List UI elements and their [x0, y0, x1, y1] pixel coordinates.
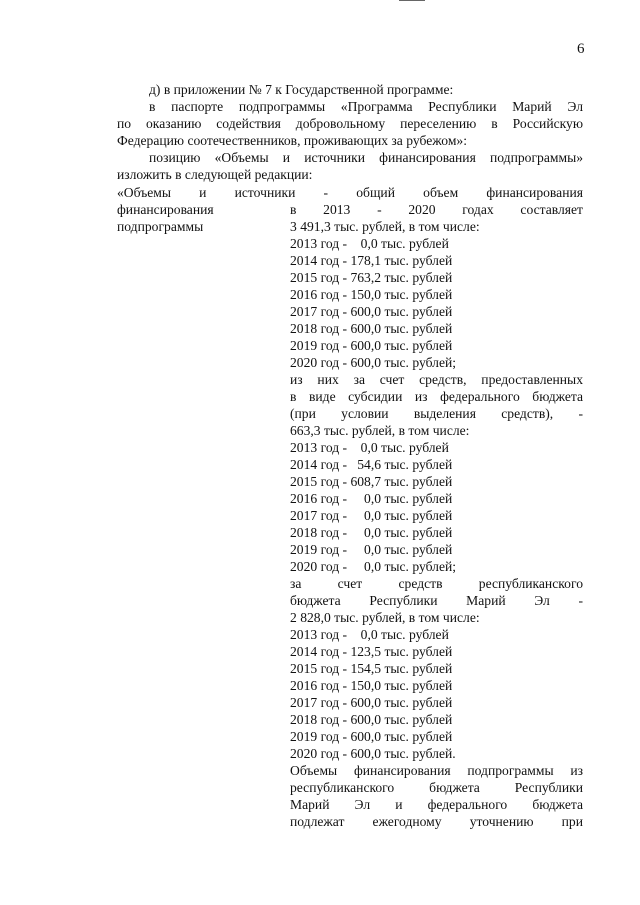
republic-year-line: 2014 год - 123,5 тыс. рублей: [290, 644, 453, 659]
total-intro-line: в 2013 - 2020 годах составляет: [290, 202, 583, 217]
note-line: Объемы финансирования подпрограммы из: [290, 763, 583, 778]
federal-year-line: 2013 год - 0,0 тыс. рублей: [290, 440, 449, 455]
intro-text: [117, 81, 583, 183]
republic-year-line: 2013 год - 0,0 тыс. рублей: [290, 627, 449, 642]
total-year-line: 2015 год - 763,2 тыс. рублей: [290, 270, 453, 285]
total-intro-line: 3 491,3 тыс. рублей, в том числе:: [290, 219, 480, 234]
page-number: 6: [577, 41, 585, 57]
federal-intro-line: в виде субсидии из федерального бюджета: [290, 389, 583, 404]
total-year-line: 2017 год - 600,0 тыс. рублей: [290, 304, 453, 319]
total-year-line: 2020 год - 600,0 тыс. рублей;: [290, 355, 457, 370]
passport-line: в паспорте подпрограммы «Программа Республики Марий Эл: [149, 99, 583, 114]
left-label-line: подпрограммы: [117, 219, 204, 234]
federal-year-line: 2016 год - 0,0 тыс. рублей: [290, 491, 453, 506]
federal-year-line: 2014 год - 54,6 тыс. рублей: [290, 457, 453, 472]
republic-year-line: 2018 год - 600,0 тыс. рублей: [290, 712, 453, 727]
note-line: республиканского бюджета Республики: [290, 780, 583, 795]
left-label-line: финансирования: [117, 202, 214, 217]
republic-year-line: 2015 год - 154,5 тыс. рублей: [290, 661, 453, 676]
republic-intro-line: за счет средств республиканского: [290, 576, 583, 591]
republic-year-line: 2020 год - 600,0 тыс. рублей.: [290, 746, 456, 761]
republic-intro-line: бюджета Республики Марий Эл -: [290, 593, 583, 608]
table-right-column: [290, 201, 583, 830]
federal-year-line: 2020 год - 0,0 тыс. рублей;: [290, 559, 457, 574]
edition-line: изложить в следующей редакции:: [117, 167, 313, 182]
republic-year-line: 2019 год - 600,0 тыс. рублей: [290, 729, 453, 744]
passport-line: по оказанию содействия добровольному переселению в Российскую: [117, 116, 583, 131]
federal-intro-line: (при условии выделения средств), -: [290, 406, 583, 421]
total-year-line: 2016 год - 150,0 тыс. рублей: [290, 287, 453, 302]
note-line: подлежат ежегодному уточнению при: [290, 814, 583, 829]
amendment-item: д) в приложении № 7 к Государственной программе:: [149, 82, 454, 97]
top-rule: [399, 0, 425, 1]
passport-line: Федерацию соотечественников, проживающих за рубежом»:: [117, 133, 468, 148]
federal-year-line: 2017 год - 0,0 тыс. рублей: [290, 508, 453, 523]
republic-intro-line: 2 828,0 тыс. рублей, в том числе:: [290, 610, 480, 625]
note-line: Марий Эл и федерального бюджета: [290, 797, 583, 812]
position-line: позицию «Объемы и источники финансирования подпрограммы»: [149, 150, 583, 165]
republic-year-line: 2017 год - 600,0 тыс. рублей: [290, 695, 453, 710]
republic-year-line: 2016 год - 150,0 тыс. рублей: [290, 678, 453, 693]
federal-year-line: 2019 год - 0,0 тыс. рублей: [290, 542, 453, 557]
federal-year-line: 2018 год - 0,0 тыс. рублей: [290, 525, 453, 540]
federal-intro-line: из них за счет средств, предоставленных: [290, 372, 583, 387]
federal-year-line: 2015 год - 608,7 тыс. рублей: [290, 474, 453, 489]
total-year-line: 2018 год - 600,0 тыс. рублей: [290, 321, 453, 336]
total-year-line: 2013 год - 0,0 тыс. рублей: [290, 236, 449, 251]
table-first-line: «Объемы и источники - общий объем финансирования: [117, 185, 583, 200]
total-year-line: 2014 год - 178,1 тыс. рублей: [290, 253, 453, 268]
federal-intro-line: 663,3 тыс. рублей, в том числе:: [290, 423, 470, 438]
total-year-line: 2019 год - 600,0 тыс. рублей: [290, 338, 453, 353]
table-left-column: [117, 201, 282, 235]
